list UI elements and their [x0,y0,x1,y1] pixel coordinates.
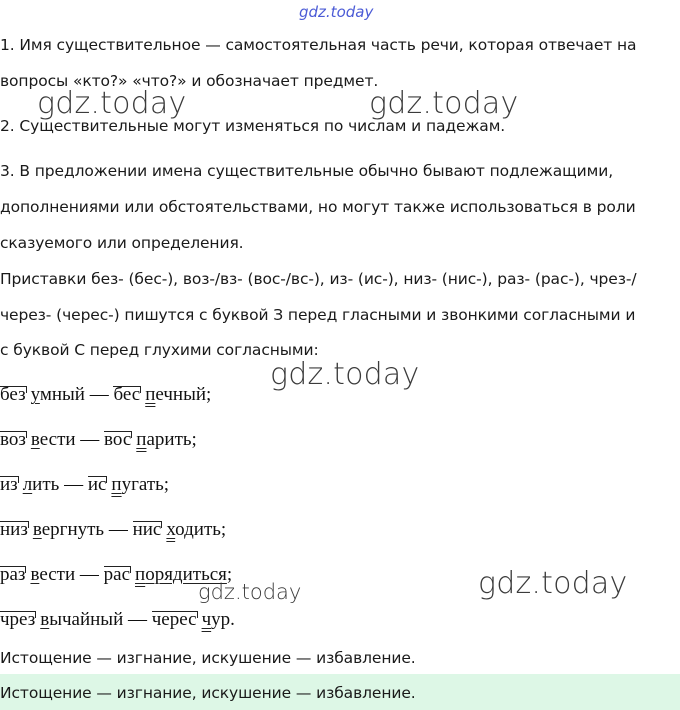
word-rest: ести [39,564,76,585]
prefix-mark: бес [113,384,141,405]
punctuation: . [230,609,235,630]
dash: — [75,564,104,585]
watermark: gdz.today [270,357,420,392]
root-letter: у [30,384,40,405]
word-pair-row [0,609,235,631]
punctuation: ; [206,384,212,405]
word-rest: ур [211,609,231,630]
watermark: gdz.today [37,86,187,121]
word-pair-row [0,429,197,451]
paragraph-line: вопросы «кто?» «что?» и обозначает предмет. [0,72,379,90]
root-letter: л [22,474,33,495]
root-letter: п [135,564,146,585]
word-pair-row [0,519,226,541]
prefix-mark: чрез [0,609,36,630]
word-rest: ергнуть [41,519,105,540]
paragraph-line: через- (черес-) пишутся с буквой З перед гласными и звонкими согласными и [0,306,636,324]
paragraph-line: Приставки без- (бес-), воз-/вз- (вос-/вс-), из- (ис-), низ- (нис-), раз- (рас-), чрез-/ [0,270,637,288]
prefix-mark: нис [132,519,162,540]
punctuation: ; [191,429,197,450]
summary-line: Истощение — изгнание, искушение — избавление. [0,649,416,667]
paragraph-line: 3. В предложении имена существительные обычно бывают подлежащими, [0,162,614,180]
prefix-mark: из [0,474,18,495]
prefix-mark: черес [151,609,197,630]
prefix-mark: низ [0,519,28,540]
word-pair-row [0,384,211,406]
paragraph-line: сказуемого или определения. [0,234,244,252]
punctuation: ; [220,519,227,540]
word-rest: угать [121,474,164,495]
word-rest: ести [39,429,76,450]
root-letter: х [166,519,176,540]
word-pair-row [0,474,169,496]
root-letter: ч [201,609,212,630]
word-rest: ычайный [49,609,124,630]
root-letter: п [136,429,147,450]
word-rest: ить [32,474,60,495]
word-rest: ечный [155,384,207,405]
summary-line-highlighted: Истощение — изгнание, искушение — избавление. [0,684,416,702]
punctuation: ; [226,564,233,585]
prefix-mark: вос [104,429,132,450]
word-rest: арить [146,429,192,450]
root-letter: п [111,474,122,495]
paragraph-line: с буквой С перед глухими согласными: [0,341,319,359]
word-rest: мный [39,384,85,405]
prefix-mark: раз [0,564,26,585]
dash: — [84,384,114,405]
prefix-mark: без [0,384,26,405]
watermark: gdz.today [478,566,628,601]
root-letter: в [30,429,40,450]
punctuation: ; [163,474,170,495]
root-letter: в [40,609,50,630]
watermark: gdz.today [198,580,302,604]
dash: — [123,609,152,630]
paragraph-line: 2. Существительные могут изменяться по числам и падежам. [0,117,506,135]
prefix-mark: воз [0,429,26,450]
paragraph-line: дополнениями или обстоятельствами, но могут также использоваться в роли [0,198,636,216]
dash: — [59,474,88,495]
prefix-mark: рас [103,564,131,585]
root-letter: в [32,519,42,540]
watermark: gdz.today [369,86,519,121]
dash: — [104,519,133,540]
root-letter: п [145,384,156,405]
watermark-top: gdz.today [299,3,374,21]
word-rest: орядиться [145,564,227,585]
root-letter: в [30,564,40,585]
word-rest: одить [175,519,221,540]
paragraph-line: 1. Имя существительное — самостоятельная часть речи, которая отвечает на [0,36,637,54]
prefix-mark: ис [87,474,107,495]
dash: — [75,429,105,450]
